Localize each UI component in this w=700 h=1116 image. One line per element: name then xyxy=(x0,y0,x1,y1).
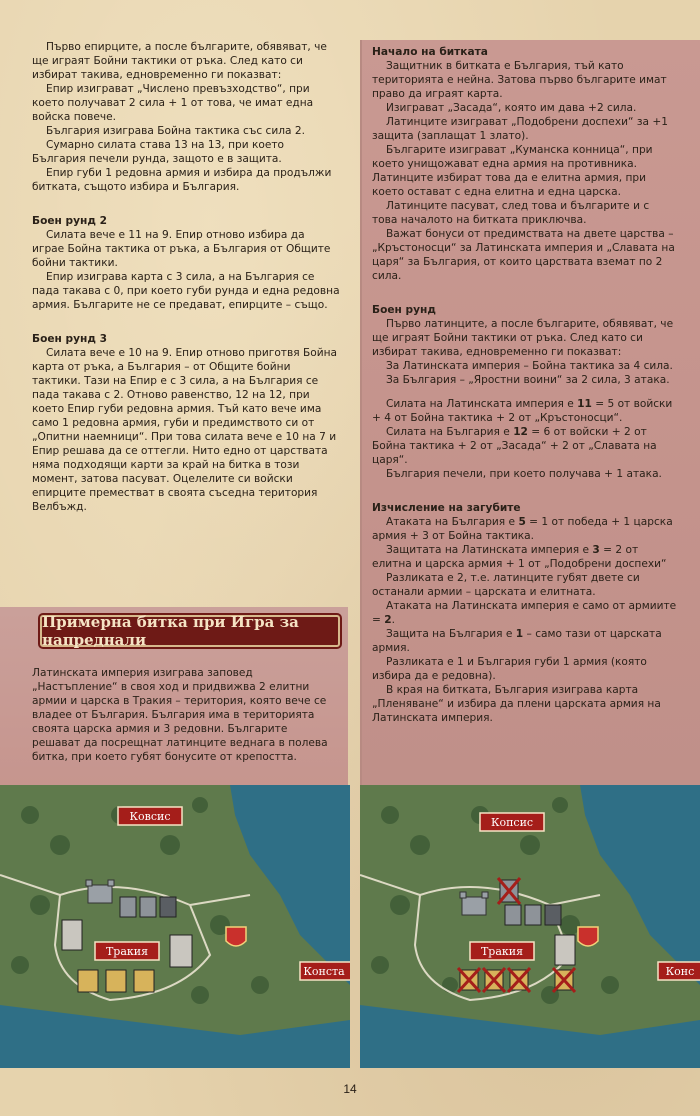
region-label xyxy=(118,807,182,825)
paragraph: За България – „Яростни воини“ за 2 сила, 3 атака. xyxy=(386,374,670,386)
svg-text:Конс: Конс xyxy=(665,965,695,978)
paragraph: Епир изиграва карта с 3 сила, а на България се пада такава с 0, при което губи рунда и една редовна армия. Българите не се предават, епирците – също. xyxy=(32,271,340,311)
paragraph: Латинците изиграват „Подобрени доспехи“ за +1 защита (заплащат 1 злато). xyxy=(372,116,668,142)
region-label xyxy=(480,813,544,831)
paragraph: Защитник в битката е България, тъй като територията е нейна. Затова първо българите имат право да играят карта. xyxy=(372,60,667,100)
paragraph: България изиграва Бойна тактика със сила 2. xyxy=(46,125,305,137)
paragraph: В края на битката, България изиграва карта „Пленяване“ и избира да плени царската армия на Латинската империя. xyxy=(372,684,661,724)
page-number: 14 xyxy=(343,1082,357,1096)
paragraph: Защитата на Латинската империя е 3 = 2 от елитна и царска армия + 1 от „Подобрени доспехи“ xyxy=(372,544,667,570)
paragraph: Епир губи 1 редовна армия и избира да продължи битката, същото избира и България. xyxy=(32,167,332,193)
map-illustration xyxy=(360,785,700,1068)
map-illustration xyxy=(0,785,350,1068)
region-label xyxy=(300,962,350,980)
advanced-example-title: Примерна битка при Игра за напреднали xyxy=(40,615,340,647)
svg-text:Тракия: Тракия xyxy=(105,945,149,958)
advanced-example-text xyxy=(32,655,338,774)
section-heading: Начало на битката xyxy=(372,46,488,58)
section-heading: Изчисление на загубите xyxy=(372,502,521,514)
svg-text:Копсис: Копсис xyxy=(490,816,534,829)
paragraph: Атаката на България е 5 = 1 от победа + 1 царска армия + 3 от Бойна тактика. xyxy=(372,516,673,542)
paragraph: Защита на България е 1 – само тази от царската армия. xyxy=(372,628,662,654)
svg-text:Конста: Конста xyxy=(303,965,345,978)
paragraph: Изиграват „Засада“, която им дава +2 сила. xyxy=(386,102,637,114)
paragraph: Силата на България е 12 = 6 от войски + 2 от Бойна тактика + 2 от „Засада“ + 2 от „Славата на царя“. xyxy=(372,426,657,466)
paragraph: Епир изиграват „Числено превъзходство“, при което получават 2 сила + 1 от това, че имат една войска повече. xyxy=(32,83,314,123)
map-before-battle xyxy=(0,785,350,1068)
right-column xyxy=(372,45,677,725)
paragraph: Разликата е 1 и България губи 1 армия (която избира да е редовна). xyxy=(372,656,647,682)
shield-icon xyxy=(226,927,246,946)
paragraph: Първо латинците, а после българите, обявяват, че ще играят Бойни тактики от ръка. След като си избират такива, едновременно ги показват: xyxy=(372,318,674,358)
paragraph: За Латинската империя – Бойна тактика за 4 сила. xyxy=(386,360,673,372)
paragraph: Атаката на Латинската империя е само от армиите = 2. xyxy=(372,600,677,626)
map-after-battle xyxy=(360,785,700,1068)
paragraph: България печели, при което получава + 1 атака. xyxy=(386,468,662,480)
svg-text:Тракия: Тракия xyxy=(480,945,524,958)
section-heading: Боен рунд xyxy=(372,304,436,316)
paragraph: Силата вече е 11 на 9. Епир отново избира да играе Бойна тактика от ръка, а България от Общите бойни тактики. xyxy=(32,229,331,269)
region-label xyxy=(470,942,534,960)
paragraph: Силата на Латинската империя е 11 = 5 от войски + 4 от Бойна тактика + 2 от „Кръстоносци“. xyxy=(372,398,673,424)
paragraph: Силата вече е 10 на 9. Епир отново приготвя Бойна карта от ръка, а България – от Общите бойни тактики. Тази на Епир е с 3 сила, а на България се пада такава с 2. Отново равенство, 12 на 12, при което Епир губи редовна армия. Тъй като вече има само 1 редовна армия, губи и предимството си от „Опитни наемници“. При това силата вече е 10 на 7 и Епир решава да се оттегли. Нито едно от царствата няма подходящи карти за край на битка в този момент, затова пасуват. Оцелелите си войски епирците преместват в своята съседна територия Велбъжд. xyxy=(32,347,338,513)
paragraph: Разликата е 2, т.е. латинците губят двете си останали армии – царската и елитната. xyxy=(372,572,640,598)
region-label xyxy=(658,962,700,980)
paragraph: Латинците пасуват, след това и българите и с това началото на битката приключва. xyxy=(372,200,650,226)
section-heading: Боен рунд 3 xyxy=(32,333,107,345)
left-column xyxy=(32,40,340,514)
section-heading: Боен рунд 2 xyxy=(32,215,107,227)
paragraph: Важат бонуси от предимствата на двете царства – „Кръстоносци“ за Латинската империя и „Славата на царя“ за България, от които царствата вземат по 2 сила. xyxy=(372,228,675,282)
region-label xyxy=(95,942,159,960)
paragraph: Латинската империя изиграва заповед „Настъпление“ в своя ход и придвижва 2 елитни армии и царска в Тракия – територия, която вече се владее от България. България има в територията своята царска армия и 3 редовни. Българите решават да посрещнат латинците веднага в полева битка, при което губят бонусите от крепостта. xyxy=(32,666,328,763)
shield-icon xyxy=(578,927,598,946)
paragraph: Българите изиграват „Куманска конница“, при което унищожават една армия на противника. Латинците избират това да е елитна армия, при което остават с една елитна и една царска. xyxy=(372,144,653,198)
paragraph: Първо епирците, а после българите, обявяват, че ще играят Бойни тактики от ръка. След като си избират такива, едновременно ги показват: xyxy=(32,41,327,81)
paragraph: Сумарно силата става 13 на 13, при което България печели рунда, защото е в защита. xyxy=(32,139,285,165)
svg-text:Ковсис: Ковсис xyxy=(129,810,171,823)
